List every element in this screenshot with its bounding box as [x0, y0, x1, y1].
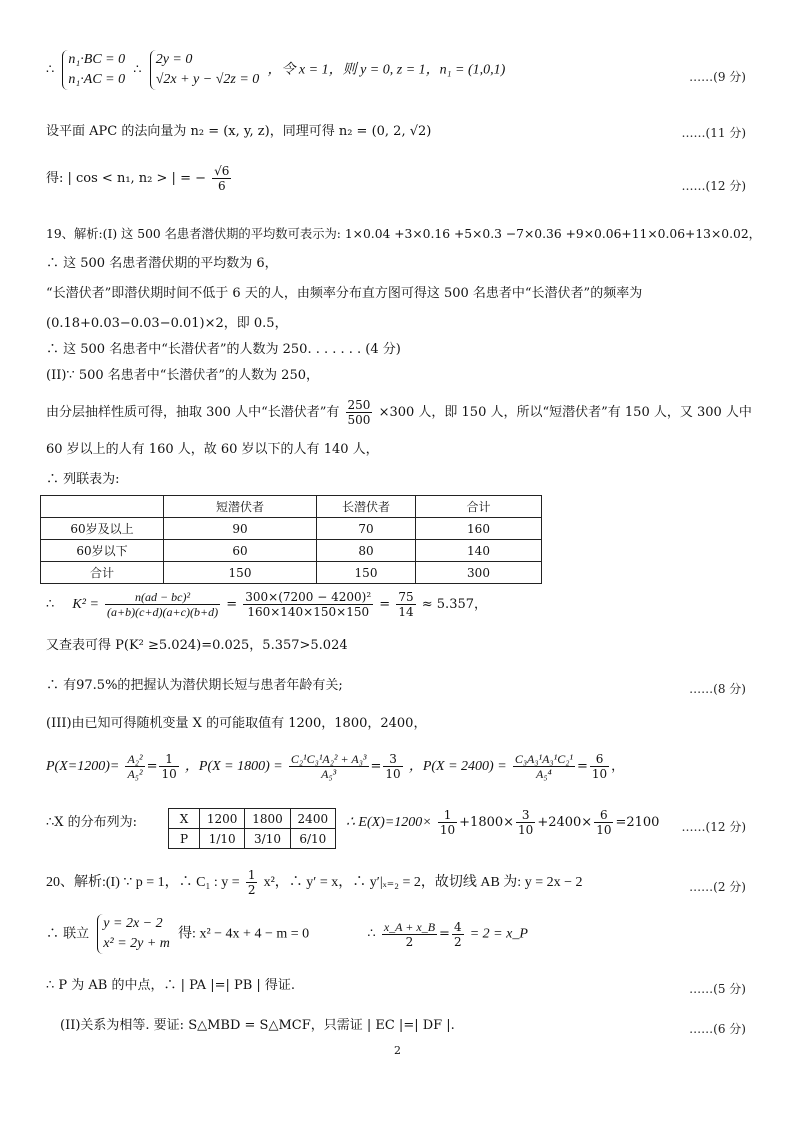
text: =2100 [615, 815, 660, 830]
denominator: 500 [347, 413, 371, 427]
numerator: 1 [159, 752, 178, 767]
text: = 2 = x_P [469, 926, 528, 942]
table-cell: 150 [317, 562, 416, 584]
therefore-symbol: ∴ [46, 62, 55, 78]
equation: √2x + y − √2z = 0 [155, 72, 260, 87]
fraction [159, 752, 178, 781]
numerator: A₂² [127, 752, 143, 766]
table-row [169, 829, 336, 849]
part-3-intro: (III)由已知可得随机变量 X 的可能取值有 1200，1800，2400， [46, 716, 427, 731]
table-cell: 80 [317, 540, 416, 562]
numerator: 3 [516, 808, 535, 823]
table-cell: 3/10 [245, 829, 290, 849]
table-cell: 60岁及以上 [41, 518, 164, 540]
conclusion-line: ∴ 有97.5%的把握认为潜伏期长短与患者年龄有关; [46, 678, 343, 693]
table-row [41, 518, 542, 540]
fraction [212, 164, 231, 193]
numerator: C₂¹C₃¹A₂² + A₃³ [290, 752, 367, 766]
fraction [513, 752, 575, 781]
table-cell: 140 [416, 540, 542, 562]
q19-line-2: ∴ 这 500 名患者潜伏期的平均数为 6， [46, 256, 278, 271]
text: +2400× [537, 815, 593, 830]
table-cell: 6/10 [290, 829, 335, 849]
approximation: ≈ 5.357， [421, 597, 488, 612]
text: ×300 人，即 150 人，所以“短潜伏者”有 150 人，又 300 人中 [378, 405, 752, 420]
q19-line-1: 19、解析:(I) 这 500 名患者潜伏期的平均数可表示为: 1×0.04 +3×0.16 +5×0.3 −7×0.36 +9×0.06+11×0.06+13×0.02， [46, 227, 761, 241]
numerator: 1 [247, 868, 256, 882]
k-squared-lhs: K² = [72, 597, 99, 612]
q20-line-4: (II)关系为相等. 要证: S△MBD = S△MCF，只需证 | EC |=| DF |. [60, 1018, 455, 1033]
equals-sign: = [379, 597, 391, 612]
table-cell: 60岁以下 [41, 540, 164, 562]
table-cell: X [169, 809, 200, 829]
denominator: 10 [596, 823, 612, 837]
score-note: ……(6 分) [689, 1022, 746, 1036]
text: +1800× [459, 815, 515, 830]
table-header-cell: 短潜伏者 [164, 496, 317, 518]
therefore-symbol: ∴ [367, 926, 376, 942]
numerator: √6 [214, 164, 230, 178]
distribution-label: ∴X 的分布列为: [46, 815, 138, 830]
text: 由分层抽样性质可得，抽取 300 人中“长潜伏者”有 [46, 405, 340, 420]
text: 得: x² − 4x + 4 − m = 0 [178, 926, 310, 942]
equals-sign: = [226, 597, 238, 612]
text: ∴ E(X)=1200× [346, 815, 432, 830]
fraction [246, 868, 258, 897]
text: ∴ 联立 [46, 926, 90, 942]
denominator: A₅² [127, 767, 143, 781]
denominator: A₅³ [321, 767, 337, 781]
lookup-line: 又查表可得 P(K² ≥5.024)=0.025，5.357>5.024 [46, 638, 348, 653]
denominator: 160×140×150×150 [247, 605, 370, 619]
q19-line-3: “长潜伏者”即潜伏期时间不低于 6 天的人，由频率分布直方图可得这 500 名患者中“长潜伏者”的频率为 [46, 286, 643, 301]
denominator: 2 [247, 883, 256, 897]
score-note: ……(9 分) [689, 70, 746, 84]
score-note: ……(11 分) [681, 126, 746, 140]
q20-line-2 [46, 914, 528, 954]
denominator: 10 [385, 767, 401, 781]
q19-line-5: ∴ 这 500 名患者中“长潜伏者”的人数为 250. . . . . . . (4 分) [46, 342, 401, 357]
distribution-table [168, 808, 336, 849]
therefore-symbol: ∴ [46, 597, 55, 612]
q19-line-6: (II)∵ 500 名患者中“长潜伏者”的人数为 250， [46, 368, 320, 383]
denominator: 10 [439, 823, 456, 837]
numerator: C₃A₃¹A₃¹C₂¹ [514, 752, 573, 766]
table-cell: 60 [164, 540, 317, 562]
score-note: ……(8 分) [689, 682, 746, 696]
fraction [452, 920, 464, 949]
q20-line-3: ∴ P 为 AB 的中点，∴ | PA |=| PB | 得证. [46, 978, 296, 993]
table-header-cell: 长潜伏者 [317, 496, 416, 518]
equals-sign: = [146, 759, 158, 774]
numerator: 1 [438, 808, 457, 823]
solution-line-12 [46, 164, 233, 193]
table-header-cell [41, 496, 164, 518]
text: 20、解析:(I) ∵ p = 1，∴ C₁ : y = [46, 875, 240, 890]
q19-line-8: 60 岁以上的人有 160 人，故 60 岁以下的人有 140 人， [46, 442, 379, 457]
equation: n₁·BC = 0 [68, 52, 126, 67]
fraction [438, 808, 457, 837]
equation-system-2 [150, 50, 260, 90]
table-row [41, 540, 542, 562]
normal-vector-result: ，令 x = 1，则 y = 0, z = 1，n₁ = (1,0,1) [267, 62, 506, 78]
q19-line-4: (0.18+0.03−0.03−0.01)×2，即 0.5， [46, 316, 288, 331]
table-cell: P [169, 829, 200, 849]
denominator: 2 [453, 934, 462, 949]
numerator: 75 [398, 590, 414, 604]
denominator: 10 [518, 823, 534, 837]
numerator: n(ad − bc)² [105, 590, 220, 605]
cosine-expression: 得: | cos < n₁, n₂ > | = − [46, 171, 206, 186]
numerator: 6 [594, 808, 613, 823]
text: ， [611, 759, 625, 774]
table-header-cell: 合计 [416, 496, 542, 518]
table-cell: 1800 [245, 809, 290, 829]
table-row [41, 562, 542, 584]
numerator: 4 [453, 919, 462, 934]
table-row [169, 809, 336, 829]
table-cell: 300 [416, 562, 542, 584]
equation-system [97, 914, 170, 954]
denominator: 10 [591, 767, 608, 781]
q19-line-9: ∴ 列联表为: [46, 472, 120, 487]
page-number: 2 [394, 1044, 401, 1057]
score-note: ……(12 分) [681, 820, 746, 834]
fraction [590, 752, 609, 781]
table-cell: 2400 [290, 809, 335, 829]
denominator: 2 [405, 934, 414, 949]
denominator: 14 [398, 605, 414, 619]
fraction [243, 590, 373, 619]
fraction [383, 752, 402, 781]
table-cell: 70 [317, 518, 416, 540]
numerator: x_A + x_B [383, 919, 436, 934]
table-cell: 合计 [41, 562, 164, 584]
table-header-row [41, 496, 542, 518]
table-cell: 1200 [200, 809, 245, 829]
k-squared-formula [46, 590, 487, 619]
text: P(X=1200)= [46, 759, 120, 774]
equals-sign: = [439, 926, 450, 942]
equals-sign: = [370, 759, 382, 774]
solution-line-9 [46, 50, 505, 90]
score-note: ……(5 分) [689, 982, 746, 996]
denominator: 6 [217, 179, 226, 193]
denominator: 10 [161, 767, 177, 781]
table-cell: 90 [164, 518, 317, 540]
text: ，P(X = 1800) = [184, 759, 283, 774]
fraction [396, 590, 415, 619]
table-cell: 160 [416, 518, 542, 540]
text: x²，∴ y′ = x，∴ y′|ₓ₌₂ = 2，故切线 AB 为: y = 2x − 2 [263, 875, 583, 890]
contingency-table [40, 495, 542, 584]
fraction [125, 752, 144, 781]
denominator: (a+b)(c+d)(a+c)(b+d) [107, 605, 219, 619]
vector-system-1 [62, 50, 125, 90]
numerator: 300×(7200 − 4200)² [245, 590, 372, 604]
solution-line-11: 设平面 APC 的法向量为 n₂ = (x, y, z)，同理可得 n₂ = (0, 2, √2) [46, 124, 432, 139]
therefore-symbol: ∴ [133, 62, 142, 78]
expectation-formula [346, 808, 659, 837]
table-cell: 150 [164, 562, 317, 584]
text: ，P(X = 2400) = [408, 759, 507, 774]
probability-line [46, 752, 624, 781]
equation: y = 2x − 2 [103, 916, 163, 931]
equation: x² = 2y + m [103, 936, 170, 951]
score-note: ……(12 分) [681, 179, 746, 193]
fraction [346, 398, 373, 427]
denominator: A₅⁴ [536, 767, 552, 781]
fraction [382, 920, 437, 949]
numerator: 3 [383, 752, 402, 767]
score-note: ……(2 分) [689, 880, 746, 894]
table-cell: 1/10 [200, 829, 245, 849]
q19-line-7 [46, 398, 752, 427]
fraction [105, 590, 220, 619]
q20-line-1 [46, 868, 583, 897]
fraction [289, 752, 369, 781]
equation: 2y = 0 [155, 52, 193, 67]
fraction [516, 808, 535, 837]
fraction [594, 808, 613, 837]
numerator: 6 [590, 752, 609, 767]
equals-sign: = [576, 759, 588, 774]
numerator: 250 [347, 398, 371, 412]
equation: n₁·AC = 0 [68, 72, 126, 87]
